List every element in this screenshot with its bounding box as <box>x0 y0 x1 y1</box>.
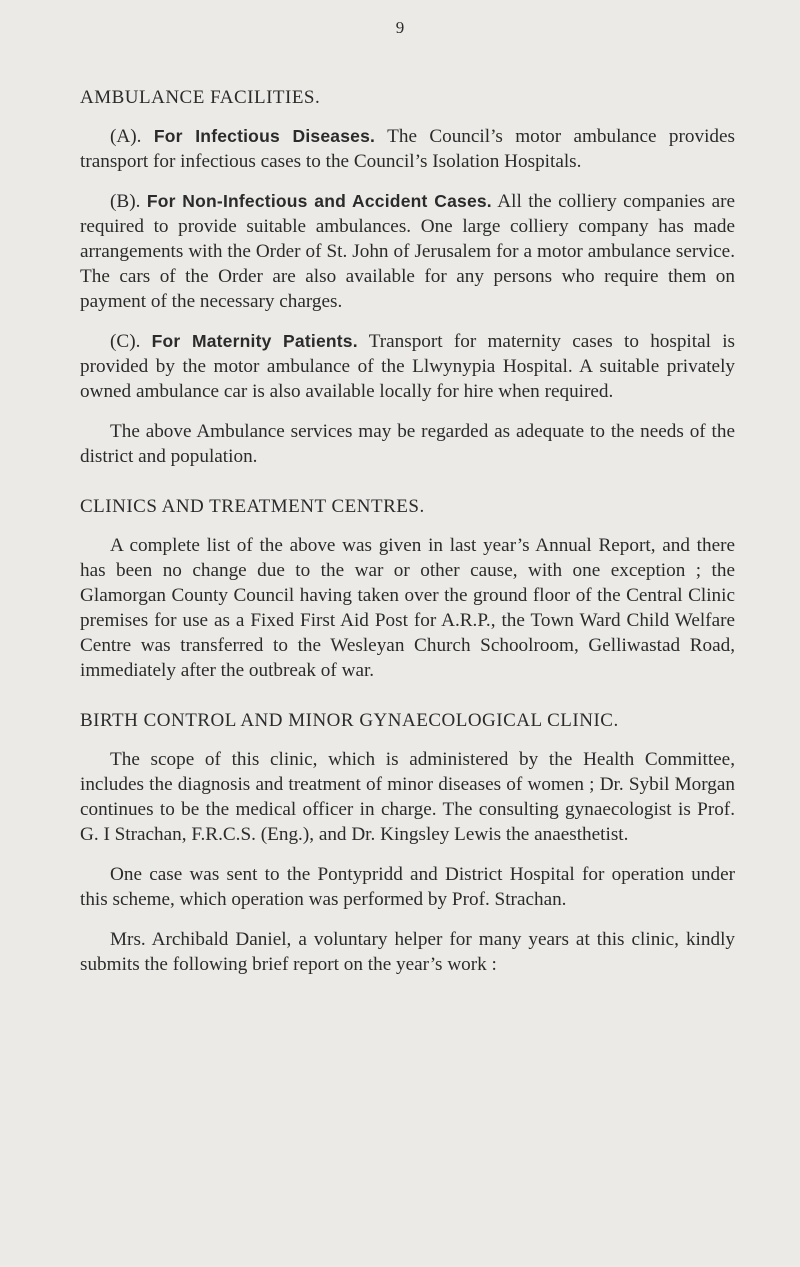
item-c-text: Transport for maternity cases to hospital is provided by the motor ambulance of the Llwynypia Hospital. A suitable privately owned ambulance car is also available locally for hire when required. <box>80 331 735 402</box>
item-a-text: The Council’s motor ambulance provides transport for infectious cases to the Council’s Isolation Hospitals. <box>80 126 736 172</box>
ambulance-summary: The above Ambulance services may be regarded as adequate to the needs of the district and population. <box>80 421 735 467</box>
item-a-label: (A). <box>110 126 142 147</box>
item-b-lead: For Non-Infectious and Accident Cases. <box>146 191 492 211</box>
item-c-lead: For Maternity Patients. <box>151 331 358 351</box>
item-c-label: (C). <box>110 331 141 352</box>
page-content <box>80 86 735 977</box>
clinics-paragraph: A complete list of the above was given in last year’s Annual Report, and there has been no change due to the war or other cause, with one exception ; the Glamorgan County Council having taken over the ground floor of the Central Clinic premises for use as a Fixed First Aid Post for A.R.P., the Town Ward Child Welfare Centre was transferred to the Wesleyan Church Schoolroom, Gelliwastad Road, immediately after the outbreak of war. <box>80 535 735 681</box>
ambulance-heading: AMBULANCE FACILITIES. <box>80 87 321 108</box>
birth-control-heading: BIRTH CONTROL AND MINOR GYNAECOLOGICAL CLINIC. <box>80 710 619 731</box>
birth-control-paragraph-1: The scope of this clinic, which is administered by the Health Committee, includes the diagnosis and treatment of minor diseases of women ; Dr. Sybil Morgan continues to be the medical officer in charge. The consulting gynaecologist is Prof. G. I Strachan, F.R.C.S. (Eng.), and Dr. Kingsley Lewis the anaesthetist. <box>80 749 735 845</box>
item-b-text: All the colliery companies are required to provide suitable ambulances. One large colliery company has made arrangements with the Order of St. John of Jerusalem for a motor ambulance service. The cars of the Order are also available for any persons who require them on payment of the necessary charges. <box>80 191 735 312</box>
ambulance-item-a <box>80 124 735 174</box>
ambulance-item-c <box>80 329 735 404</box>
birth-control-paragraph-3: Mrs. Archibald Daniel, a voluntary helper for many years at this clinic, kindly submits the following brief report on the year’s work : <box>80 929 735 975</box>
clinics-heading: CLINICS AND TREATMENT CENTRES. <box>80 496 425 517</box>
ambulance-item-b <box>80 189 735 314</box>
item-a-lead: For Infectious Diseases. <box>153 126 376 146</box>
item-b-label: (B). <box>110 191 141 212</box>
birth-control-paragraph-2: One case was sent to the Pontypridd and District Hospital for operation under this scheme, which operation was performed by Prof. Strachan. <box>80 864 735 910</box>
page-number: 9 <box>395 18 405 37</box>
